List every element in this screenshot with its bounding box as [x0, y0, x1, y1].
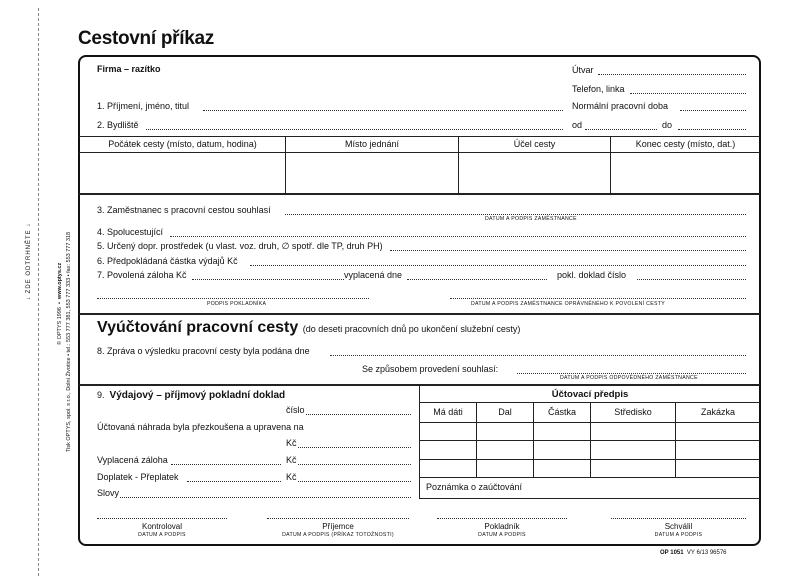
bydliste-field[interactable]	[146, 129, 563, 130]
form-title: Cestovní příkaz	[78, 28, 214, 49]
prijmeni-label: 1. Příjmení, jméno, titul	[97, 101, 190, 111]
vyplacena-zaloha-label: Vyplacená záloha	[97, 455, 168, 465]
prostredek-label: 5. Určený dopr. prostředek (u vlast. voz. druh, ∅ spotř. dle TP, druh PH)	[97, 241, 383, 251]
doplatek-field[interactable]	[298, 481, 411, 482]
nahrada-field[interactable]	[298, 447, 411, 448]
souhlasi-sub: DATUM A PODPIS ZAMĚSTNANCE	[485, 216, 577, 222]
slovy-label: Slovy	[97, 488, 120, 498]
ucetni-col-stredisko: Středisko	[614, 407, 652, 417]
trip-col-start: Počátek cesty (místo, datum, hodina)	[108, 139, 257, 149]
pracovni-doba-field[interactable]	[680, 110, 746, 111]
doklad-title: 9. Výdajový – příjmový pokladní doklad	[97, 390, 286, 401]
cislo-field[interactable]	[306, 414, 411, 415]
ucetni-col-zakazka: Zakázka	[700, 407, 735, 417]
trip-table-bottom	[79, 193, 760, 195]
kc2-label: Kč	[286, 455, 297, 465]
trip-col-purpose: Účel cesty	[513, 139, 556, 149]
sig-sub-prijemce: DATUM A PODPIS (PŘÍKAZ TOTOŽNOSTI)	[282, 532, 394, 538]
nahrada-label: Účtovaná náhrada byla přezkoušena a upravena na	[97, 422, 304, 432]
sig-label-kontroloval: Kontroloval	[141, 522, 183, 531]
zprava-label: 8. Zpráva o výsledku pracovní cesty byla podána dne	[97, 346, 310, 356]
zpusobem-field[interactable]	[517, 373, 746, 374]
ucetni-bottom	[419, 498, 760, 499]
spolucestujici-label: 4. Spolucestující	[97, 227, 164, 237]
kc3-label: Kč	[286, 472, 297, 482]
trip-col-end: Konec cesty (místo, dat.)	[635, 139, 736, 149]
sig-label-prijemce: Příjemce	[322, 522, 354, 531]
side-printer: Tisk OPTYS, spol. s r.o., Dolní Životice • tel.: 553 777 381, 553 777 333 • fax: 553 777 318	[66, 231, 72, 452]
souhlasi-label: 3. Zaměstnanec s pracovní cestou souhlasí	[97, 205, 271, 215]
sig-label-pokladnik: Pokladník	[484, 522, 520, 531]
utvar-field[interactable]	[598, 74, 746, 75]
do-label: do	[662, 120, 673, 130]
sig-label-schvalil: Schválil	[664, 522, 693, 531]
vyuctovani-heading: Vyúčtování pracovní cesty (do deseti pracovních dnů po ukončení služební cesty)	[97, 319, 521, 336]
signature-line-prijemce[interactable]	[267, 518, 409, 519]
bydliste-label: 2. Bydliště	[97, 120, 139, 130]
castka-field[interactable]	[250, 265, 746, 266]
trip-cell-place[interactable]	[286, 153, 458, 193]
trip-table-top	[79, 136, 760, 137]
utvar-label: Útvar	[572, 65, 594, 75]
prijmeni-field[interactable]	[203, 110, 563, 111]
pracovni-doba-label: Normální pracovní doba	[572, 101, 669, 111]
opravneny-signature-line[interactable]	[450, 298, 746, 299]
souhlasi-field[interactable]	[285, 214, 746, 215]
ucetni-col-castka: Částka	[547, 407, 576, 417]
zaloha-label: 7. Povolená záloha Kč	[97, 270, 187, 280]
side-copyright: © OPTYS 1996 • www.optys.cz	[57, 262, 63, 345]
telefon-label: Telefon, linka	[572, 84, 625, 94]
pokladnik-sub: PODPIS POKLADNÍKA	[207, 301, 267, 307]
do-field[interactable]	[678, 129, 746, 130]
spolucestujici-field[interactable]	[170, 236, 746, 237]
slovy-field[interactable]	[120, 497, 411, 498]
footer-code: OP 1051 VY 6/13 96576	[660, 550, 727, 556]
sig-sub-pokladnik: DATUM A PODPIS	[478, 532, 526, 538]
trip-cell-start[interactable]	[80, 153, 285, 193]
sig-sub-schvalil: DATUM A PODPIS	[654, 532, 703, 538]
kc1-label: Kč	[286, 438, 297, 448]
section-divider-1	[79, 313, 760, 315]
ucetni-col-ma-dati: Má dáti	[433, 407, 463, 417]
trip-col-place: Místo jednání	[344, 139, 400, 149]
ucetni-grid-cells[interactable]	[420, 423, 760, 477]
zpusobem-label: Se způsobem provedení souhlasí:	[362, 364, 499, 374]
signature-line-schvalil[interactable]	[611, 518, 746, 519]
ucetni-col-dal: Dal	[498, 407, 512, 417]
pokl-doklad-label: pokl. doklad číslo	[557, 270, 627, 280]
tear-line	[38, 8, 39, 576]
vyplacena-field[interactable]	[407, 279, 547, 280]
od-field[interactable]	[585, 129, 657, 130]
poznamka-label: Poznámka o zaúčtování	[426, 482, 523, 492]
sig-sub-kontroloval: DATUM A PODPIS	[138, 532, 186, 538]
signature-line-pokladnik[interactable]	[437, 518, 567, 519]
pokladnik-signature-line[interactable]	[97, 298, 369, 299]
firma-label: Firma – razítko	[97, 64, 161, 74]
zpusobem-sub: DATUM A PODPIS ODPOVĚDNÉHO ZAMĚSTNANCE	[560, 375, 698, 381]
vyplacena-zaloha-field[interactable]	[298, 464, 411, 465]
zprava-field[interactable]	[330, 355, 746, 356]
opravneny-sub: DATUM A PODPIS ZAMĚSTNANCE OPRÁVNĚNÉHO K POVOLENÍ CESTY	[471, 301, 665, 307]
prostredek-field[interactable]	[390, 250, 746, 251]
zaloha-field[interactable]	[192, 279, 344, 280]
ucetni-title: Účtovací předpis	[551, 389, 629, 400]
trip-cell-purpose[interactable]	[459, 153, 610, 193]
doplatek-label: Doplatek - Přeplatek	[97, 472, 179, 482]
vyplacena-label: vyplacená dne	[344, 270, 403, 280]
vyplacena-zaloha-dots	[171, 464, 281, 465]
cislo-label: číslo	[286, 405, 305, 415]
doplatek-dots	[187, 481, 281, 482]
od-label: od	[572, 120, 583, 130]
side-tear-label: ↓ ZDE ODTRHNĚTE ↓	[26, 222, 32, 300]
trip-cell-end[interactable]	[611, 153, 760, 193]
telefon-field[interactable]	[630, 93, 746, 94]
pokl-doklad-field[interactable]	[637, 279, 746, 280]
signature-line-kontroloval[interactable]	[97, 518, 227, 519]
castka-label: 6. Předpokládaná částka výdajů Kč	[97, 256, 238, 266]
